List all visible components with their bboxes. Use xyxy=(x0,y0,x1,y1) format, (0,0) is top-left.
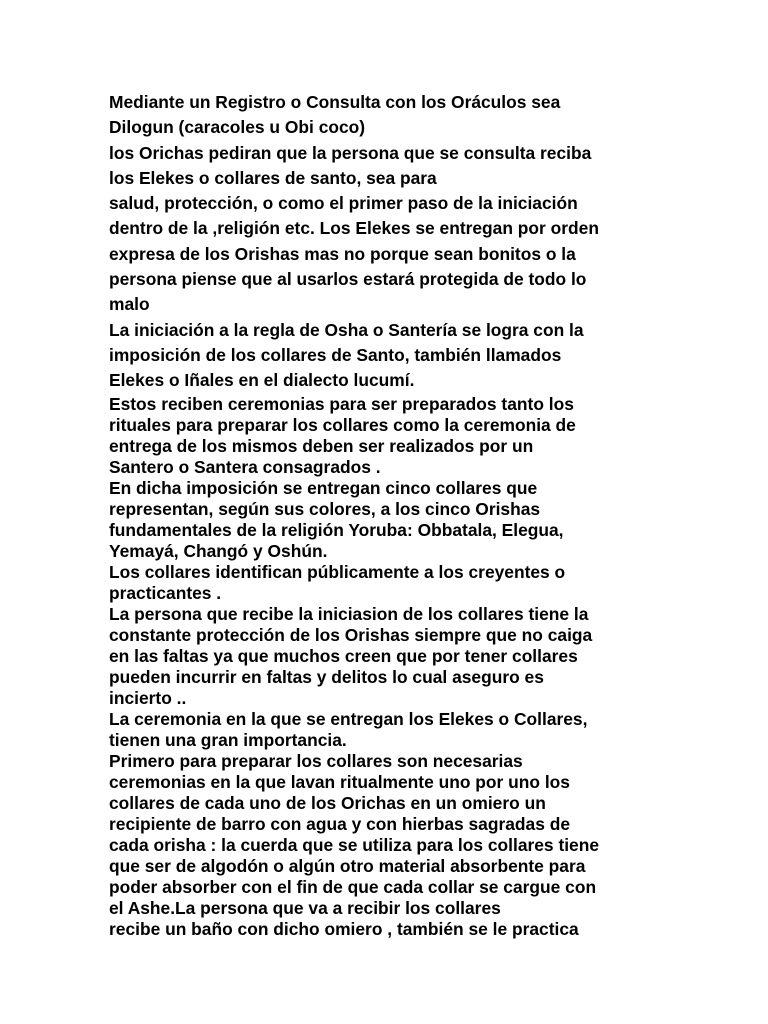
text-line: constante protección de los Orishas siempre que no caiga xyxy=(109,624,593,645)
text-line: dentro de la ,religión etc. Los Elekes se entregan por orden xyxy=(109,218,599,239)
text-line: Elekes o Iñales en el dialecto lucumí. xyxy=(109,370,415,391)
text-line: el Ashe.La persona que va a recibir los collares xyxy=(109,897,501,918)
text-line: Santero o Santera consagrados . xyxy=(109,456,381,477)
text-line: rituales para preparar los collares como la ceremonia de xyxy=(109,414,576,435)
text-line: La persona que recibe la iniciasion de los collares tiene la xyxy=(109,603,589,624)
text-line: Los collares identifican públicamente a los creyentes o xyxy=(109,561,566,582)
text-line: recipiente de barro con agua y con hierbas sagradas de xyxy=(109,813,571,834)
text-line: collares de cada uno de los Orichas en un omiero un xyxy=(109,792,546,813)
text-line: Primero para preparar los collares son necesarias xyxy=(109,750,523,771)
text-line: tienen una gran importancia. xyxy=(109,729,347,750)
text-line: incierto .. xyxy=(109,687,187,708)
text-line: La ceremonia en la que se entregan los Elekes o Collares, xyxy=(109,708,588,729)
text-line: practicantes . xyxy=(109,582,222,603)
text-line: Estos reciben ceremonias para ser preparados tanto los xyxy=(109,393,574,414)
text-line: La iniciación a la regla de Osha o Santería se logra con la xyxy=(109,319,584,340)
text-line: entrega de los mismos deben ser realizados por un xyxy=(109,435,534,456)
text-line: En dicha imposición se entregan cinco collares que xyxy=(109,477,538,498)
text-line: fundamentales de la religión Yoruba: Obbatala, Elegua, xyxy=(109,519,564,540)
text-line: los Orichas pediran que la persona que se consulta reciba xyxy=(109,142,592,163)
text-line: malo xyxy=(109,294,150,315)
text-line: persona piense que al usarlos estará protegida de todo lo xyxy=(109,269,587,290)
text-line: los Elekes o collares de santo, sea para xyxy=(109,167,437,188)
text-line: ceremonias en la que lavan ritualmente uno por uno los xyxy=(109,771,570,792)
text-line: representan, según sus colores, a los cinco Orishas xyxy=(109,498,541,519)
text-line: salud, protección, o como el primer paso de la iniciación xyxy=(109,193,578,214)
text-line: imposición de los collares de Santo, también llamados xyxy=(109,344,562,365)
text-line: pueden incurrir en faltas y delitos lo cual aseguro es xyxy=(109,666,544,687)
text-line: Mediante un Registro o Consulta con los Oráculos sea xyxy=(109,92,561,112)
text-line: que ser de algodón o algún otro material absorbente para xyxy=(109,855,586,876)
text-line: recibe un baño con dicho omiero , también se le practica xyxy=(109,918,579,939)
text-line: Dilogun (caracoles u Obi coco) xyxy=(109,117,366,138)
text-line: cada orisha : la cuerda que se utiliza para los collares tiene xyxy=(109,834,600,855)
text-line: Yemayá, Changó y Oshún. xyxy=(109,540,328,561)
document-text xyxy=(109,90,669,940)
text-line: poder absorber con el fin de que cada collar se cargue con xyxy=(109,876,597,897)
text-line: expresa de los Orishas mas no porque sean bonitos o la xyxy=(109,243,576,264)
text-line: en las faltas ya que muchos creen que por tener collares xyxy=(109,645,578,666)
